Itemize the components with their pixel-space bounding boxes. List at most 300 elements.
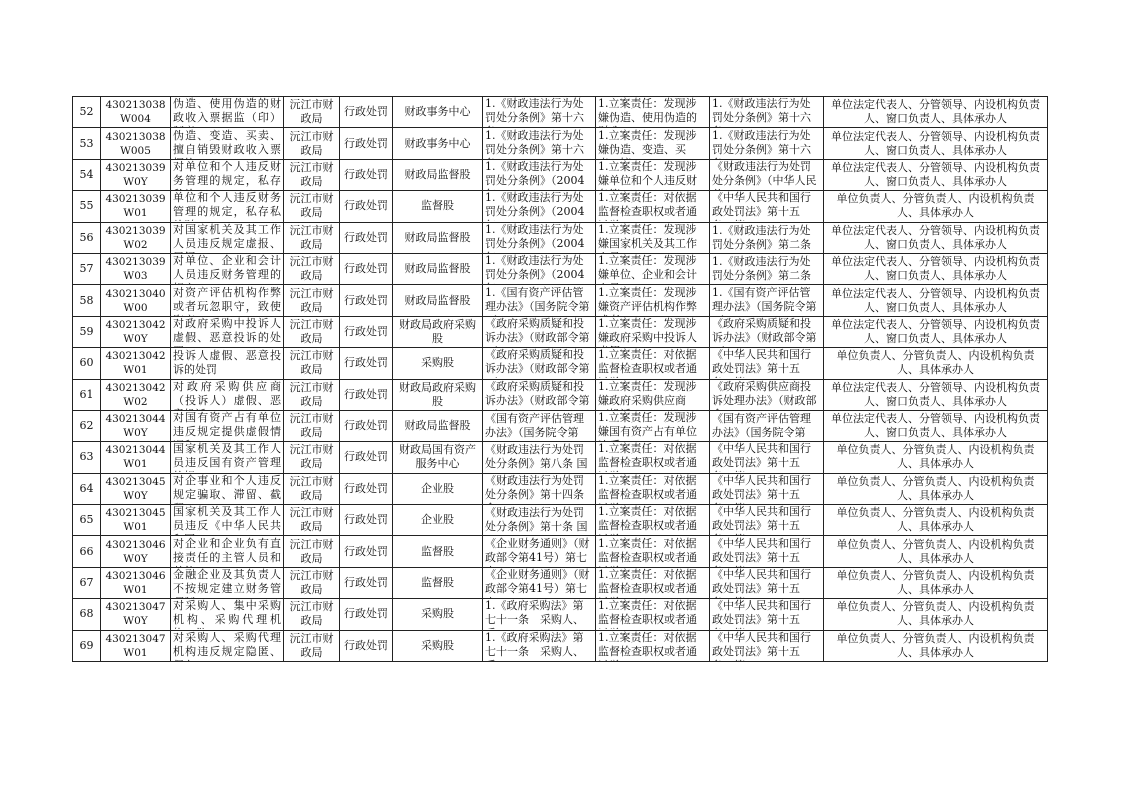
power-type: 行政处罚 [344, 167, 388, 181]
responsible-unit-cell [393, 505, 483, 536]
responsibility-items-cell [596, 128, 710, 159]
item-name: 对国家机关及其工作人员违反规定虚报、 [173, 222, 281, 250]
item-name-cell [171, 410, 284, 441]
responsible-unit-cell [393, 410, 483, 441]
responsible-persons-cell [824, 253, 1048, 284]
department-cell [284, 191, 340, 222]
responsible-persons-cell [824, 442, 1048, 473]
accountability-basis: 1.《财政违法行为处罚处分条例》第二条 [712, 223, 811, 251]
accountability-basis: 1.《财政违法行为处罚处分条例》第十六 [712, 97, 811, 125]
responsibility-items: 1.立案责任：对依据监督检查职权或者通 [598, 536, 697, 564]
item-name: 对国有资产占有单位违反规定提供虚假情 [173, 411, 281, 439]
power-type: 行政处罚 [344, 324, 388, 338]
legal-basis: 《财政违法行为处罚处分条例》第十条 国 [485, 506, 588, 534]
responsible-unit-cell [393, 599, 483, 630]
power-type-cell [340, 567, 393, 598]
legal-basis: 1.《国有资产评估管理办法》（国务院令第 [485, 285, 590, 313]
item-code: 430213039W01 [105, 193, 166, 220]
item-name: 对资产评估机构作弊或者玩忽职守，致使 [173, 285, 281, 313]
item-code-cell [101, 348, 171, 379]
power-type: 行政处罚 [344, 419, 388, 433]
legal-basis-cell [483, 410, 596, 441]
responsibility-items-cell [596, 316, 710, 347]
power-type-cell [340, 128, 393, 159]
department: 沅江市财政局 [289, 286, 334, 314]
responsible-persons: 单位负责人、分管负责人、内设机构负责人、具体承办人 [836, 569, 1035, 597]
legal-basis: 1.《财政违法行为处罚处分条例》第十六 [485, 97, 584, 125]
responsible-unit: 监督股 [421, 576, 454, 590]
department-cell [284, 599, 340, 630]
power-type-cell [340, 316, 393, 347]
item-name-cell [171, 128, 284, 159]
row-number-cell [73, 473, 101, 504]
item-code: 430213038W005 [105, 130, 166, 157]
power-type: 行政处罚 [344, 638, 388, 652]
item-code: 430213046W0Y [105, 538, 166, 565]
table-body [73, 97, 1048, 662]
accountability-basis-cell [710, 191, 824, 222]
table-row [73, 348, 1048, 379]
power-type: 行政处罚 [344, 293, 388, 307]
responsibility-items: 1.立案责任：对依据监督检查职权或者通 [598, 630, 697, 658]
responsible-persons-cell [824, 316, 1048, 347]
department-cell [284, 410, 340, 441]
legal-basis-cell [483, 379, 596, 410]
power-type: 行政处罚 [344, 230, 388, 244]
responsibility-items-cell [596, 159, 710, 190]
responsibility-items-cell [596, 97, 710, 128]
table-row [73, 473, 1048, 504]
item-code-cell [101, 316, 171, 347]
responsible-unit-cell [393, 97, 483, 128]
legal-basis: 1.《政府采购法》第七十一条 采购人、 [485, 630, 584, 658]
responsibility-items-cell [596, 599, 710, 630]
responsible-persons: 单位法定代表人、分管领导、内设机构负责人、窗口负责人、具体承办人 [831, 160, 1040, 188]
row-number: 66 [79, 544, 94, 558]
item-code-cell [101, 536, 171, 567]
item-name: 对单位和个人违反财务管理的规定，私存 [173, 159, 281, 187]
responsible-unit-cell [393, 128, 483, 159]
item-name-cell [171, 285, 284, 316]
responsible-persons: 单位法定代表人、分管领导、内设机构负责人、窗口负责人、具体承办人 [831, 317, 1040, 345]
accountability-basis: 《中华人民共和国行政处罚法》第十五 [712, 599, 811, 627]
row-number: 53 [79, 136, 94, 150]
accountability-basis-cell [710, 348, 824, 379]
accountability-basis-cell [710, 222, 824, 253]
item-code-cell [101, 379, 171, 410]
legal-basis: 1.《财政违法行为处罚处分条例》（2004 [485, 222, 585, 250]
item-code-cell [101, 505, 171, 536]
power-type-cell [340, 379, 393, 410]
responsible-unit: 财政局政府采购股 [399, 380, 476, 408]
accountability-basis: 1.《财政违法行为处罚处分条例》第十六 [712, 128, 811, 156]
item-name: 伪造、使用伪造的财政收入票据监（印） [173, 97, 281, 125]
responsibility-items-cell [596, 379, 710, 410]
row-number: 60 [79, 356, 94, 370]
row-number: 67 [79, 576, 94, 590]
responsible-unit: 监督股 [421, 544, 454, 558]
responsibility-items-cell [596, 253, 710, 284]
power-type-cell [340, 599, 393, 630]
power-type-cell [340, 191, 393, 222]
table-row [73, 505, 1048, 536]
table-row [73, 222, 1048, 253]
responsible-persons: 单位法定代表人、分管领导、内设机构负责人、窗口负责人、具体承办人 [831, 129, 1040, 157]
item-name-cell [171, 97, 284, 128]
legal-basis-cell [483, 505, 596, 536]
legal-basis-cell [483, 348, 596, 379]
responsible-unit-cell [393, 348, 483, 379]
power-type: 行政处罚 [344, 544, 388, 558]
item-code: 430213047W0Y [105, 601, 166, 628]
item-code-cell [101, 599, 171, 630]
accountability-basis-cell [710, 410, 824, 441]
legal-basis: 《财政违法行为处罚处分条例》第八条 国 [485, 443, 588, 471]
item-code-cell [101, 285, 171, 316]
responsible-unit: 财政事务中心 [404, 105, 471, 119]
responsible-persons: 单位法定代表人、分管领导、内设机构负责人、窗口负责人、具体承办人 [831, 98, 1040, 126]
accountability-basis-cell [710, 473, 824, 504]
responsible-unit-cell [393, 567, 483, 598]
responsible-persons-cell [824, 348, 1048, 379]
accountability-basis-cell [710, 379, 824, 410]
row-number-cell [73, 159, 101, 190]
department: 沅江市财政局 [289, 98, 334, 126]
department: 沅江市财政局 [289, 443, 334, 471]
power-type: 行政处罚 [344, 136, 388, 150]
legal-basis-cell [483, 97, 596, 128]
item-name-cell [171, 442, 284, 473]
responsible-persons-cell [824, 505, 1048, 536]
table-row [73, 159, 1048, 190]
row-number: 59 [79, 324, 94, 338]
department: 沅江市财政局 [289, 474, 334, 502]
responsible-persons-cell [824, 159, 1048, 190]
responsible-persons: 单位负责人、分管负责人、内设机构负责人、具体承办人 [836, 600, 1035, 628]
item-code-cell [101, 222, 171, 253]
legal-basis-cell [483, 316, 596, 347]
responsible-persons-cell [824, 285, 1048, 316]
item-name: 对企业和企业负有直接责任的主管人员和 [173, 536, 281, 564]
responsibility-items-cell [596, 222, 710, 253]
department-cell [284, 630, 340, 661]
accountability-basis-cell [710, 536, 824, 567]
item-code: 430213045W0Y [105, 475, 166, 502]
power-type-cell [340, 473, 393, 504]
responsibility-items: 1.立案责任：发现涉嫌单位和个人违反财 [598, 159, 697, 187]
responsible-unit-cell [393, 442, 483, 473]
responsibility-items: 1.立案责任：发现涉嫌政府采购中投诉人 [598, 316, 697, 344]
department-cell [284, 128, 340, 159]
item-code-cell [101, 128, 171, 159]
item-name: 对政府采购中投诉人虚假、恶意投诉的处 [173, 316, 281, 344]
responsibility-items: 1.立案责任：对依据监督检查职权或者通 [598, 348, 697, 376]
item-name: 对采购人、采购代理机构违反规定隐匿、 [173, 630, 281, 658]
item-code: 430213044W01 [105, 444, 166, 471]
legal-basis-cell [483, 191, 596, 222]
row-number: 69 [79, 638, 94, 652]
department: 沅江市财政局 [289, 537, 334, 565]
row-number-cell [73, 630, 101, 661]
row-number: 55 [79, 199, 94, 213]
item-name-cell [171, 222, 284, 253]
item-name-cell [171, 316, 284, 347]
row-number-cell [73, 97, 101, 128]
responsible-persons: 单位负责人、分管负责人、内设机构负责人、具体承办人 [836, 349, 1035, 377]
row-number: 52 [79, 105, 94, 119]
row-number: 56 [79, 230, 94, 244]
accountability-basis: 《政府采购供应商投诉处理办法》（财政部 [712, 379, 817, 407]
responsibility-items: 1.立案责任：对依据监督检查职权或者通 [598, 505, 697, 533]
department: 沅江市财政局 [289, 506, 334, 534]
legal-basis-cell [483, 442, 596, 473]
responsible-persons: 单位法定代表人、分管领导、内设机构负责人、窗口负责人、具体承办人 [831, 223, 1040, 251]
accountability-basis: 《中华人民共和国行政处罚法》第十五 [712, 348, 811, 376]
table-row [73, 379, 1048, 410]
accountability-basis: 《中华人民共和国行政处罚法》第十五 [712, 568, 811, 596]
row-number-cell [73, 379, 101, 410]
item-name: 对单位、企业和会计人员违反财务管理的 [173, 254, 281, 282]
accountability-basis-cell [710, 97, 824, 128]
power-type-cell [340, 536, 393, 567]
legal-basis: 1.《财政违法行为处罚处分条例》第十六 [485, 128, 584, 156]
accountability-basis: 1.《国有资产评估管理办法》（国务院令第 [712, 285, 817, 313]
responsibility-items-cell [596, 410, 710, 441]
row-number: 54 [79, 167, 94, 181]
row-number: 58 [79, 293, 94, 307]
item-name: 对采购人、集中采购机构、采购代理机 [173, 599, 281, 627]
responsible-persons: 单位负责人、分管负责人、内设机构负责人、具体承办人 [836, 631, 1035, 659]
responsible-unit-cell [393, 379, 483, 410]
responsible-persons: 单位法定代表人、分管领导、内设机构负责人、窗口负责人、具体承办人 [831, 380, 1040, 408]
responsible-unit: 采购股 [421, 607, 454, 621]
department: 沅江市财政局 [289, 412, 334, 440]
department-cell [284, 567, 340, 598]
table-row [73, 253, 1048, 284]
responsibility-items-cell [596, 567, 710, 598]
responsible-persons: 单位法定代表人、分管领导、内设机构负责人、窗口负责人、具体承办人 [831, 286, 1040, 314]
table-row [73, 567, 1048, 598]
legal-basis-cell [483, 253, 596, 284]
accountability-basis: 《财政违法行为处罚处分条例》（中华人民 [712, 159, 817, 187]
item-name-cell [171, 630, 284, 661]
item-code-cell [101, 630, 171, 661]
legal-basis-cell [483, 536, 596, 567]
responsibility-items: 1.立案责任：发现涉嫌伪造、变造、买 [598, 128, 697, 156]
responsibility-items: 1.立案责任：发现涉嫌政府采购供应商 [598, 379, 697, 407]
responsible-unit: 企业股 [421, 481, 454, 495]
department: 沅江市财政局 [289, 129, 334, 157]
item-code-cell [101, 410, 171, 441]
responsibility-items: 1.立案责任：发现涉嫌国家机关及其工作 [598, 222, 697, 250]
item-code-cell [101, 473, 171, 504]
responsible-persons: 单位负责人、分管负责人、内设机构负责人、具体承办人 [836, 474, 1035, 502]
item-name-cell [171, 599, 284, 630]
responsible-unit-cell [393, 473, 483, 504]
responsibility-items: 1.立案责任：发现涉嫌国有资产占有单位 [598, 411, 697, 439]
row-number-cell [73, 222, 101, 253]
table-row [73, 191, 1048, 222]
item-name: 对政府采购供应商（投诉人）虚假、恶 [173, 379, 281, 407]
responsible-persons-cell [824, 410, 1048, 441]
department-cell [284, 505, 340, 536]
department: 沅江市财政局 [289, 569, 334, 597]
legal-basis-cell [483, 222, 596, 253]
table-row [73, 97, 1048, 128]
department: 沅江市财政局 [289, 255, 334, 283]
legal-basis-cell [483, 473, 596, 504]
responsibility-items: 1.立案责任：对依据监督检查职权或者通 [598, 191, 697, 219]
accountability-basis: 《中华人民共和国行政处罚法》第十五 [712, 630, 811, 658]
item-code: 430213039W0Y [105, 161, 166, 188]
responsibility-items-cell [596, 191, 710, 222]
legal-basis-cell [483, 567, 596, 598]
row-number-cell [73, 410, 101, 441]
legal-basis: 1.《政府采购法》第七十一条 采购人、 [485, 599, 584, 627]
responsible-persons-cell [824, 128, 1048, 159]
legal-basis-cell [483, 285, 596, 316]
item-name: 单位和个人违反财务管理的规定，私存私 [173, 191, 281, 219]
responsible-persons-cell [824, 536, 1048, 567]
item-name-cell [171, 567, 284, 598]
department-cell [284, 222, 340, 253]
responsible-persons: 单位法定代表人、分管领导、内设机构负责人、窗口负责人、具体承办人 [831, 412, 1040, 440]
item-name: 伪造、变造、买卖、擅自销毁财政收入票 [173, 128, 281, 156]
responsibility-items-cell [596, 536, 710, 567]
table-row [73, 599, 1048, 630]
row-number-cell [73, 191, 101, 222]
item-name-cell [171, 191, 284, 222]
responsible-persons: 单位负责人、分管负责人、内设机构负责人、具体承办人 [836, 537, 1035, 565]
responsible-unit: 监督股 [421, 199, 454, 213]
responsible-unit: 采购股 [421, 638, 454, 652]
department-cell [284, 285, 340, 316]
legal-basis: 《国有资产评估管理办法》（国务院令第 [485, 412, 584, 440]
department-cell [284, 253, 340, 284]
responsible-unit: 财政局监督股 [404, 293, 471, 307]
item-code: 430213038W004 [105, 99, 166, 126]
responsible-persons-cell [824, 191, 1048, 222]
department-cell [284, 442, 340, 473]
responsible-unit-cell [393, 285, 483, 316]
responsibility-items: 1.立案责任：发现涉嫌资产评估机构作弊 [598, 285, 697, 313]
power-type-cell [340, 630, 393, 661]
table-row [73, 316, 1048, 347]
responsible-unit-cell [393, 159, 483, 190]
power-type: 行政处罚 [344, 576, 388, 590]
responsibility-items-cell [596, 473, 710, 504]
responsibility-items-cell [596, 630, 710, 661]
item-code-cell [101, 191, 171, 222]
responsible-persons-cell [824, 379, 1048, 410]
power-type-cell [340, 159, 393, 190]
row-number-cell [73, 505, 101, 536]
responsible-persons-cell [824, 97, 1048, 128]
legal-basis: 1.《财政违法行为处罚处分条例》（2004 [485, 191, 585, 219]
item-name-cell [171, 505, 284, 536]
responsible-unit: 财政局监督股 [404, 167, 471, 181]
row-number: 63 [79, 450, 94, 464]
row-number: 64 [79, 481, 94, 495]
responsible-persons-cell [824, 630, 1048, 661]
responsibility-items-cell [596, 442, 710, 473]
power-type-cell [340, 97, 393, 128]
item-name: 对企事业和个人违反规定骗取、滞留、截 [173, 473, 281, 501]
row-number-cell [73, 316, 101, 347]
accountability-basis-cell [710, 567, 824, 598]
department: 沅江市财政局 [289, 192, 334, 220]
item-code: 430213039W02 [105, 224, 166, 251]
item-name: 投诉人虚假、恶意投诉的处罚 [173, 349, 281, 377]
department-cell [284, 97, 340, 128]
item-code: 430213045W01 [105, 507, 166, 534]
legal-basis: 1.《财政违法行为处罚处分条例》（2004 [485, 254, 585, 282]
table-row [73, 442, 1048, 473]
item-code: 430213042W02 [105, 381, 166, 408]
power-type: 行政处罚 [344, 450, 388, 464]
legal-basis-cell [483, 630, 596, 661]
item-code: 430213042W0Y [105, 318, 166, 345]
department-cell [284, 316, 340, 347]
power-type: 行政处罚 [344, 387, 388, 401]
legal-basis-cell [483, 128, 596, 159]
item-name: 国家机关及其工作人员违反《中华人民共 [173, 505, 281, 533]
row-number: 68 [79, 607, 94, 621]
department-cell [284, 159, 340, 190]
power-list-table [72, 96, 1048, 662]
accountability-basis: 《中华人民共和国行政处罚法》第十五 [712, 505, 811, 533]
responsibility-items-cell [596, 505, 710, 536]
responsible-persons-cell [824, 473, 1048, 504]
department-cell [284, 348, 340, 379]
legal-basis: 《财政违法行为处罚处分条例》第十四条 [485, 473, 584, 501]
item-code: 430213039W03 [105, 256, 166, 283]
responsible-unit-cell [393, 222, 483, 253]
item-code: 430213044W0Y [105, 413, 166, 440]
responsible-unit-cell [393, 536, 483, 567]
power-type-cell [340, 222, 393, 253]
department-cell [284, 473, 340, 504]
responsibility-items: 1.立案责任：发现涉嫌单位、企业和会计 [598, 254, 697, 282]
row-number-cell [73, 567, 101, 598]
item-name-cell [171, 253, 284, 284]
item-name-cell [171, 348, 284, 379]
power-type: 行政处罚 [344, 262, 388, 276]
item-code-cell [101, 442, 171, 473]
responsible-unit-cell [393, 253, 483, 284]
responsible-unit: 财政局监督股 [404, 262, 471, 276]
legal-basis: 《企业财务通则》（财政部令第41号）第七 [485, 568, 590, 596]
item-name-cell [171, 536, 284, 567]
responsibility-items-cell [596, 285, 710, 316]
department: 沅江市财政局 [289, 349, 334, 377]
power-type-cell [340, 285, 393, 316]
accountability-basis: 1.《财政违法行为处罚处分条例》第二条 [712, 255, 811, 283]
department: 沅江市财政局 [289, 600, 334, 628]
department: 沅江市财政局 [289, 631, 334, 659]
department: 沅江市财政局 [289, 223, 334, 251]
accountability-basis-cell [710, 285, 824, 316]
responsible-unit: 采购股 [421, 356, 454, 370]
power-type-cell [340, 505, 393, 536]
responsible-unit: 企业股 [421, 513, 454, 527]
row-number-cell [73, 599, 101, 630]
power-type-cell [340, 348, 393, 379]
responsible-unit: 财政局政府采购股 [399, 317, 476, 345]
legal-basis: 《政府采购质疑和投诉办法》（财政部令第 [485, 379, 590, 407]
responsibility-items: 1.立案责任：对依据监督检查职权或者通 [598, 442, 697, 470]
item-code: 430213040W00 [105, 287, 166, 314]
